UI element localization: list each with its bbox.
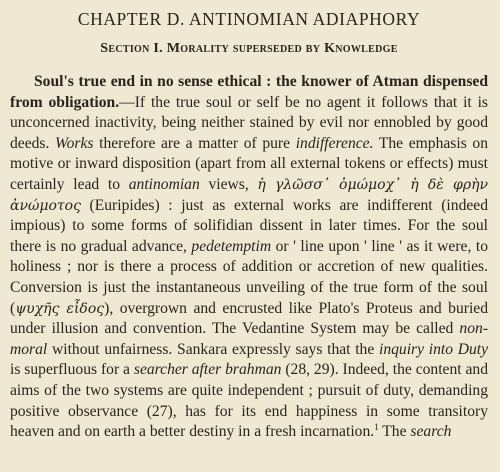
text-run: is superfluous for a [10,361,130,379]
paragraph-lead: Soul's true end in no sense ethical : the knower of Atman dispensed from obligation. [10,73,488,111]
body-paragraph [10,72,488,443]
italic-run: inquiry into Duty [378,340,489,358]
text-run: without unfairness. Sankara expressly says that the [51,340,375,358]
text-run: The [382,423,407,441]
italic-run: indifference. [295,134,374,152]
italic-run: searcher after brahman [133,361,282,379]
text-run: (28, 29). Indeed, the content and aims of the two systems are quite independent ; pursuit of duty, demanding positive observance (27), has for its end happiness in some transitory heaven and on earth a better destiny in a fresh incarnation. [10,361,489,441]
section-title: Section I. Morality superseded by Knowledge [100,41,398,56]
footnote-marker: 1 [374,421,379,432]
text-run: (Euripides) : just as external works are indifferent (indeed impious) to some forms of solifidian dissent in later times. For the soul there is no gradual advance, [10,196,488,255]
text-run: —If the true soul or self be no agent it follows that it is unconcerned inactivity, being neither stained by evil nor ennobled by good deeds. [10,93,489,152]
italic-run: antinomian [128,175,200,193]
text-run: The emphasis on motive or inward disposition (apart from all external tokens or effects) must certainly lead to [10,134,488,193]
text-run: therefore are a matter of pure [99,134,291,152]
text-run: or ' line upon ' line ' as it were, to holiness ; nor is there a process of addition or accretion of new qualities. Conversion is just the instantaneous unveiling of the true form of the soul ( [10,237,488,317]
text-run: views, [208,175,249,193]
italic-run: non-moral [10,320,489,358]
greek-phrase: ψυχῆς εἶδος [15,300,105,317]
greek-quote: ἡ γλῶσσ᾽ ὀμώμοχ᾽ ἡ δὲ φρὴν ἀνώμοτος [10,176,488,214]
chapter-title: CHAPTER D. ANTINOMIAN ADIAPHORY [77,9,421,29]
italic-run: pedetemptim [191,237,272,255]
italic-run: Works [55,134,94,152]
text-run: ), overgrown and encrusted like Plato's Proteus and buried under illusion and convention. The Vedantine System may be called [10,299,489,338]
italic-run: search [410,423,452,441]
